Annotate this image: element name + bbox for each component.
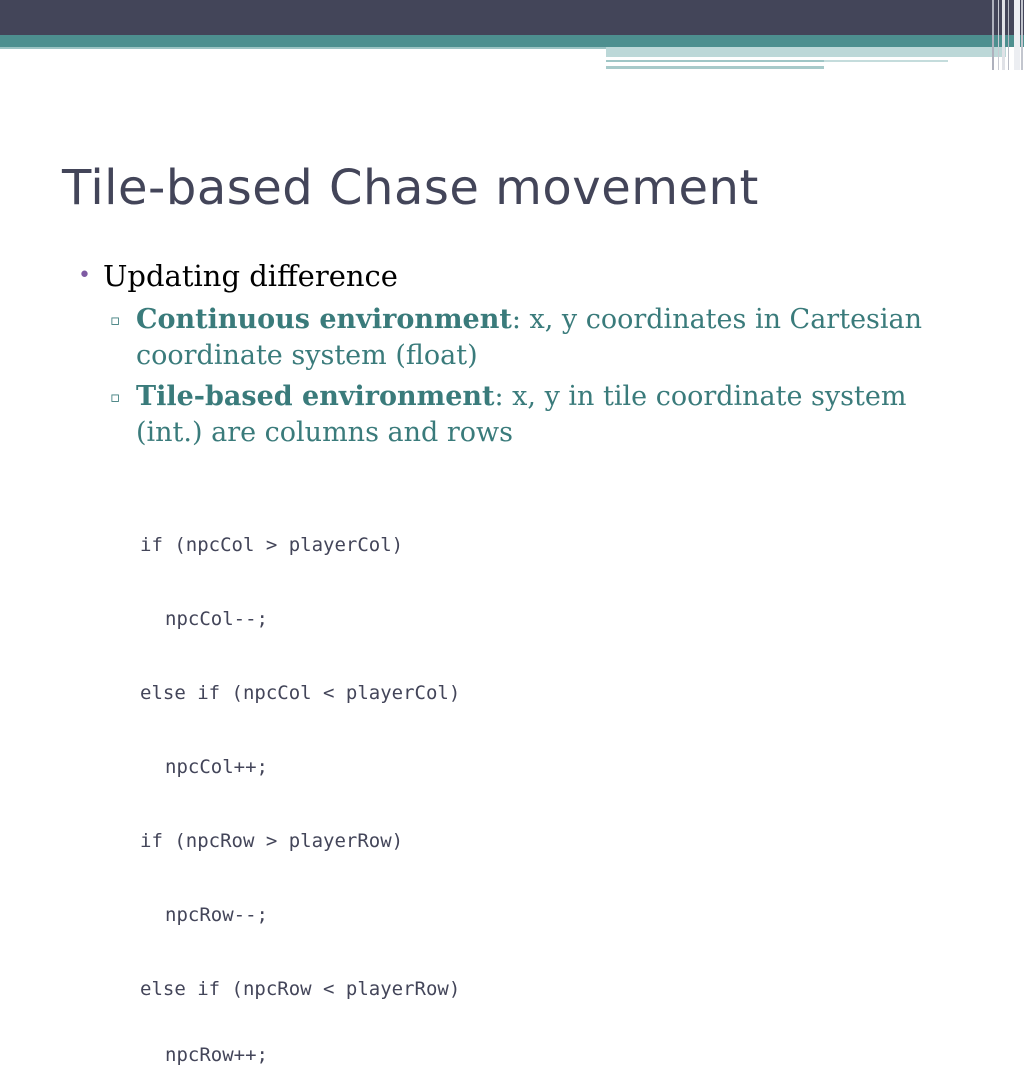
header-light-stripe [0,47,606,49]
sub-bullet-item [110,379,926,451]
sub-bullet-item [110,302,926,374]
code-line: npcRow--; [165,904,268,926]
header-teal-band [0,35,1024,47]
header-vertical-lines [992,0,1024,70]
header-dark-bar [0,0,1024,35]
sub-bullet-marker-icon: ▫ [110,388,121,406]
bullet-dot-icon: • [78,263,91,288]
code-line: npcCol++; [165,756,268,778]
code-line: npcCol--; [165,608,268,630]
sub-bullet-text: : x, y in tile coordinate system (int.) are columns and rows [136,381,907,448]
sub-bullet-marker-icon: ▫ [110,311,121,329]
sub-bullet-text: : x, y coordinates in Cartesian coordinate system (float) [136,304,923,371]
code-line: if (npcCol > playerCol) [140,534,404,556]
code-block [140,486,460,1092]
header-accent-line [824,60,948,62]
bullet-item [78,256,398,297]
code-line: npcRow++; [165,1044,268,1066]
header-accent-line [606,60,824,62]
code-line: else if (npcCol < playerCol) [140,682,461,704]
header-accent-line [606,66,824,69]
header-accent-block [606,47,1006,57]
sub-bullet-term: Continuous environment [136,304,512,335]
code-line: if (npcRow > playerRow) [140,830,404,852]
slide-title: Tile-based Chase movement [62,160,759,216]
code-line: else if (npcRow < playerRow) [140,978,461,1000]
bullet-text: Updating difference [102,259,398,293]
sub-bullet-term: Tile-based environment [136,381,495,412]
